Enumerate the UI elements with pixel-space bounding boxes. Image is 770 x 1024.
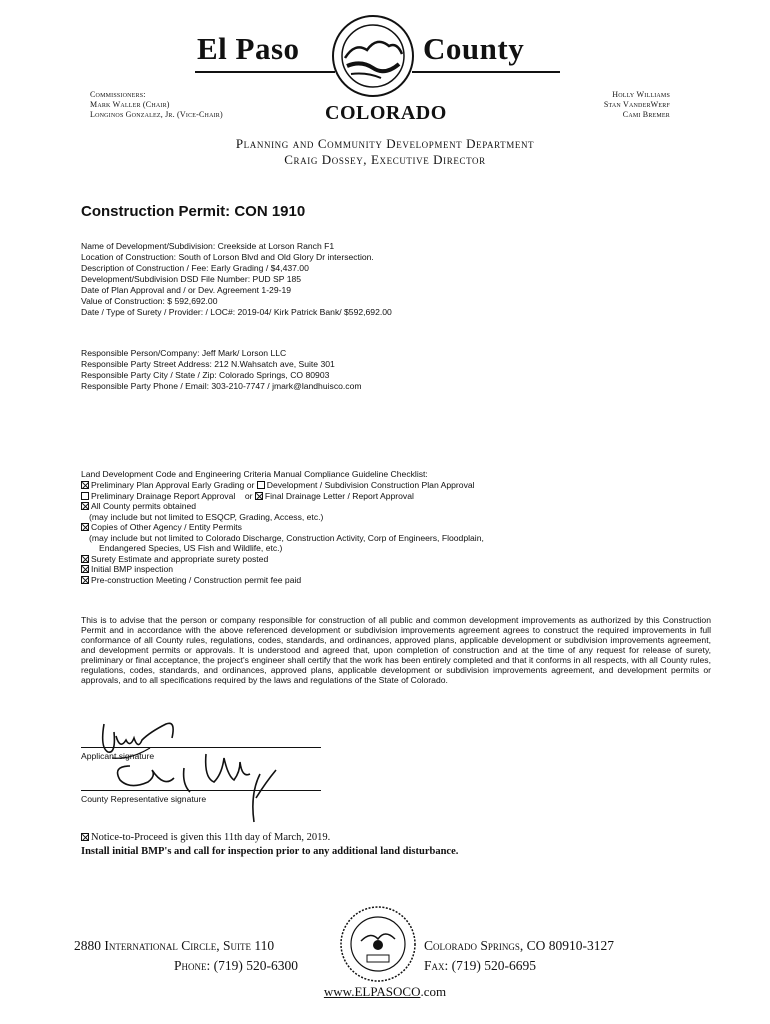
checkbox-checked-icon[interactable] xyxy=(81,555,89,563)
checklist-label: All County permits obtained xyxy=(91,501,197,511)
commissioners-right xyxy=(604,90,670,120)
county-signature-line xyxy=(81,790,321,791)
checklist-label: Preliminary Drainage Report Approval xyxy=(91,490,236,501)
applicant-signature-label: Applicant signature xyxy=(81,751,155,761)
checklist-note: (may include but not limited to Colorado Discharge, Construction Activity, Corp of Engineers, Floodplain, xyxy=(89,532,484,543)
commissioner-name: Mark Waller (Chair) xyxy=(90,100,170,109)
checklist-label: Surety Estimate and appropriate surety posted xyxy=(91,553,269,564)
commissioner-name: Cami Bremer xyxy=(622,110,670,119)
commissioner-name: Longinos Gonzalez, Jr. (Vice-Chair) xyxy=(90,110,223,119)
checklist-label: Preliminary Plan Approval Early Grading xyxy=(91,480,245,490)
info-line: Description of Construction / Fee: Early Grading / $4,437.00 xyxy=(81,263,309,273)
checklist-note: (may include but not limited to ESQCP, Grading, Access, etc.) xyxy=(89,511,324,522)
commissioner-name: Holly Williams xyxy=(612,90,670,99)
or-text: or xyxy=(244,490,253,501)
checklist-label: Pre-construction Meeting / Construction permit fee paid xyxy=(91,574,302,585)
checklist-label: Copies of Other Agency / Entity Permits xyxy=(91,522,242,532)
advisory-paragraph: This is to advise that the person or company responsible for construction of all public and common development improvements as authorized by this Construction Permit and in accordance with the above referenced development or subdivision improvements agreement agrees to construct the required improvements in full conformance of all County rules, regulations, codes, standards, and ordinances, approved plans, applicable development or subdivision improvements agreement, and development permits or approvals. It is understood and agreed that, upon completion of construction and at the time of any request for release of surety, preliminary or final acceptance, the project's engineer shall certify that the work has been entirely completed and that it conforms in all respects, with all County rules, regulations, codes, standards, and ordinances, approved plans, applicable development or subdivision improvements agreement, and development permits or approvals, and to all specifications required by the laws and regulations of the State of Colorado. xyxy=(81,615,711,685)
checklist-label: Initial BMP inspection xyxy=(91,564,174,574)
county-seal-icon xyxy=(331,14,415,98)
party-line: Responsible Party Phone / Email: 303-210-7747 / jmark@landhuisco.com xyxy=(81,381,362,391)
county-name-right: County xyxy=(423,31,525,66)
checkbox-checked-icon[interactable] xyxy=(81,833,89,841)
info-line: Development/Subdivision DSD File Number: PUD SP 185 xyxy=(81,274,302,284)
handwritten-signatures xyxy=(90,718,280,828)
party-line: Responsible Party Street Address: 212 N.Wahsatch ave, Suite 301 xyxy=(81,359,335,369)
checklist-row xyxy=(81,480,484,491)
checkbox-empty-icon[interactable] xyxy=(257,481,265,489)
checklist-title: Land Development Code and Engineering Criteria Manual Compliance Guideline Checklist: xyxy=(81,469,428,479)
checklist-label: Development / Subdivision Construction Plan Approval xyxy=(266,480,475,490)
checklist-row xyxy=(81,501,484,512)
checklist-row xyxy=(81,491,484,502)
footer-fax: Fax: (719) 520-6695 xyxy=(424,958,536,973)
party-line: Responsible Party City / State / Zip: Colorado Springs, CO 80903 xyxy=(81,370,330,380)
checkbox-checked-icon[interactable] xyxy=(81,481,89,489)
info-line: Value of Construction: $ 592,692.00 xyxy=(81,296,218,306)
bmp-instruction: Install initial BMP's and call for inspection prior to any additional land disturbance. xyxy=(81,846,459,857)
commissioners-left xyxy=(90,90,223,120)
state-name: COLORADO xyxy=(325,102,447,124)
checkbox-checked-icon[interactable] xyxy=(81,502,89,510)
permit-info-block xyxy=(81,241,392,318)
applicant-signature-line xyxy=(81,747,321,748)
notice-to-proceed xyxy=(81,832,330,843)
footer-city: Colorado Springs, CO 80910-3127 xyxy=(424,938,615,953)
footer-website-link[interactable] xyxy=(0,984,770,1000)
web-prefix: www. xyxy=(323,984,355,999)
notice-text: Notice-to-Proceed is given this 11th day of March, 2019. xyxy=(91,832,331,843)
header-rule-left xyxy=(195,71,335,73)
checkbox-checked-icon[interactable] xyxy=(81,565,89,573)
footer-address: 2880 International Circle, Suite 110 xyxy=(74,938,275,953)
web-domain: ELPASOCO xyxy=(354,984,421,999)
checklist-note: Endangered Species, US Fish and Wildlife, etc.) xyxy=(99,543,283,553)
web-suffix: .com xyxy=(420,984,447,999)
county-name-left: El Paso xyxy=(197,31,300,66)
footer-phone: Phone: (719) 520-6300 xyxy=(174,958,298,973)
info-line: Date of Plan Approval and / or Dev. Agreement 1-29-19 xyxy=(81,285,292,295)
checklist-label: Final Drainage Letter / Report Approval xyxy=(264,490,414,501)
permit-title: Construction Permit: CON 1910 xyxy=(81,203,306,220)
commissioner-name: Stan VanderWerf xyxy=(603,100,670,109)
info-line: Location of Construction: South of Lorson Blvd and Old Glory Dr intersection. xyxy=(81,252,374,262)
checklist-row xyxy=(81,554,484,565)
compliance-checklist xyxy=(81,480,484,585)
checkbox-checked-icon[interactable] xyxy=(81,576,89,584)
checkbox-checked-icon[interactable] xyxy=(81,523,89,531)
county-seal-icon xyxy=(339,905,417,983)
checklist-row xyxy=(81,564,484,575)
checklist-row xyxy=(81,575,484,586)
header-rule-right xyxy=(412,71,560,73)
checkbox-checked-icon[interactable] xyxy=(255,492,263,500)
checkbox-empty-icon[interactable] xyxy=(81,492,89,500)
party-line: Responsible Person/Company: Jeff Mark/ Lorson LLC xyxy=(81,348,287,358)
county-signature-label: County Representative signature xyxy=(81,794,207,804)
executive-director: Craig Dossey, Executive Director xyxy=(284,152,486,167)
info-line: Name of Development/Subdivision: Creekside at Lorson Ranch F1 xyxy=(81,241,335,251)
or-text: or xyxy=(246,480,255,490)
checklist-row xyxy=(81,522,484,533)
commissioners-heading: Commissioners: xyxy=(90,90,146,99)
responsible-party-block xyxy=(81,348,362,392)
department-name: Planning and Community Development Department xyxy=(235,136,535,151)
info-line: Date / Type of Surety / Provider: / LOC#: 2019-04/ Kirk Patrick Bank/ $592,692.00 xyxy=(81,307,392,317)
